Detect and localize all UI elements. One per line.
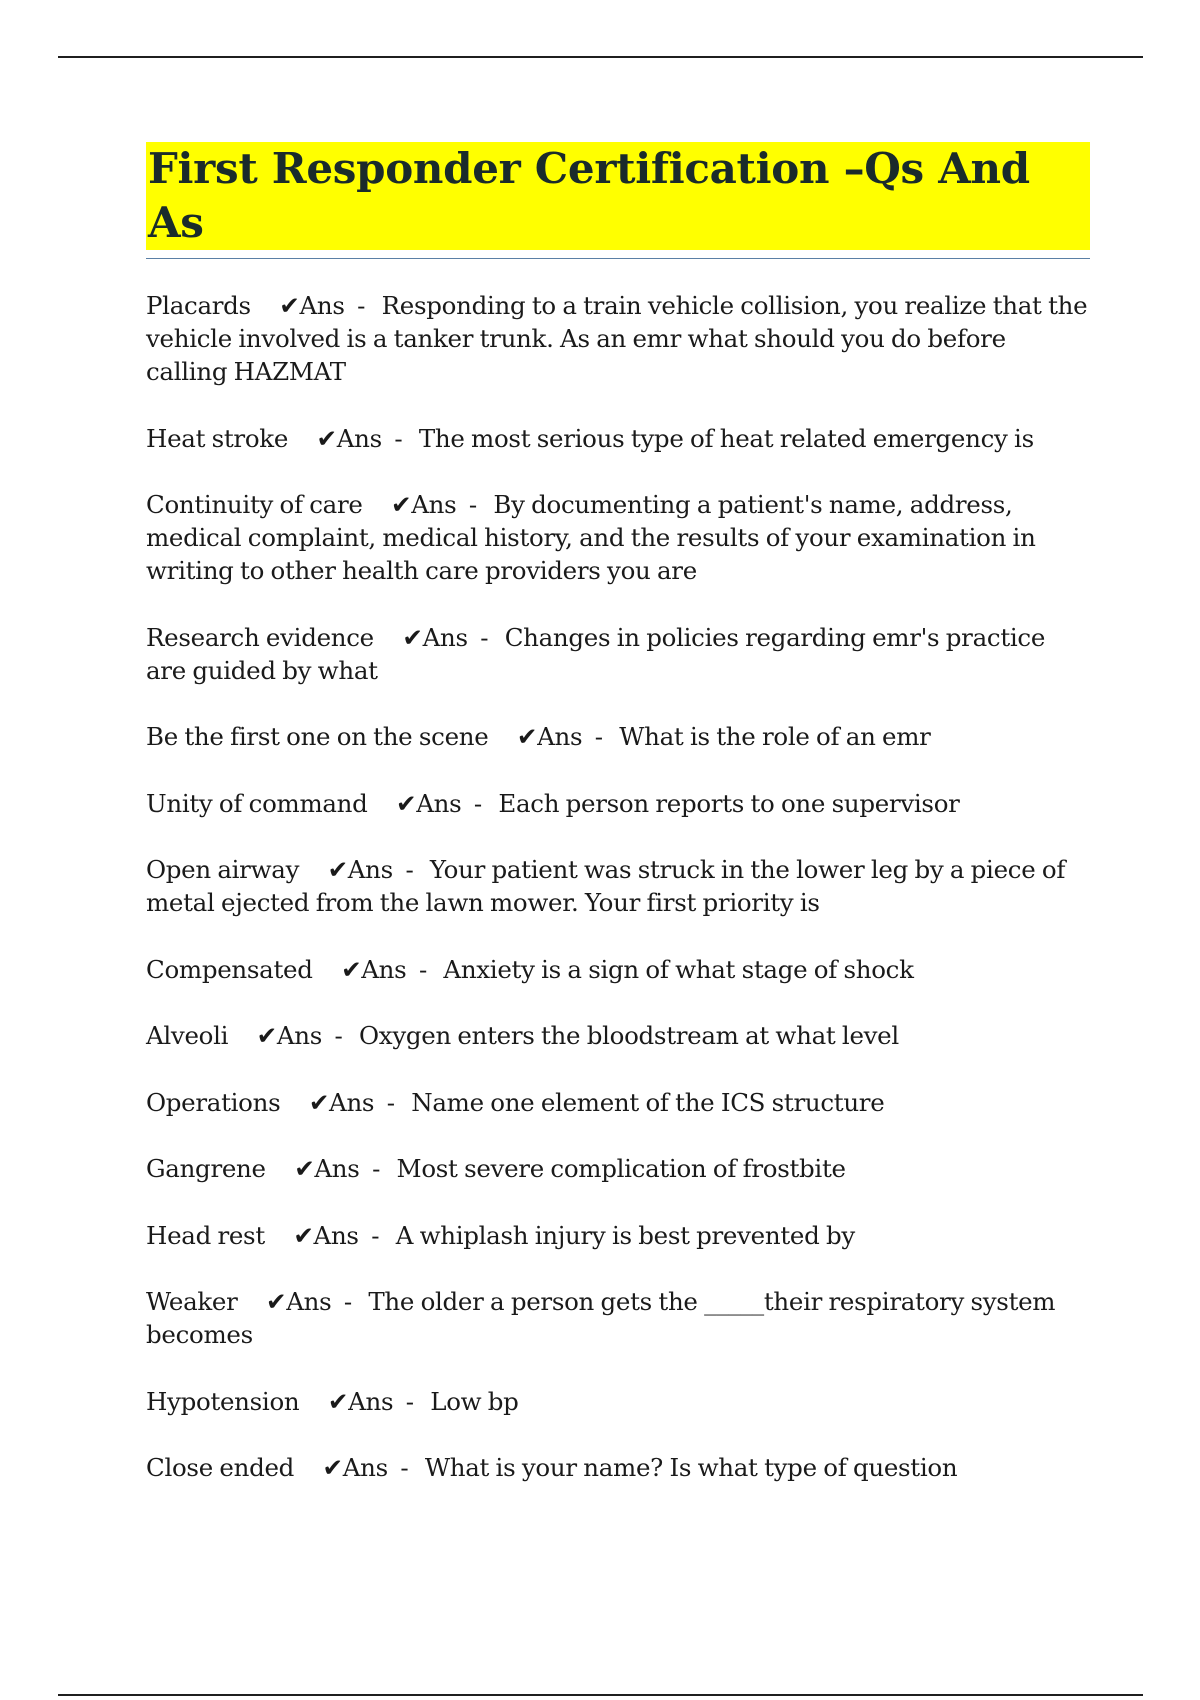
qa-item (146, 621, 1090, 687)
qa-item (146, 1385, 1090, 1418)
title-block (146, 142, 1090, 259)
ans-check-icon: ✔Ans (341, 954, 407, 984)
separator: - (405, 1386, 414, 1416)
ans-check-icon: ✔Ans (256, 1021, 323, 1050)
qa-item (146, 422, 1090, 455)
header-rule (58, 56, 1143, 58)
question-text: Anxiety is a sign of what stage of shock (443, 954, 914, 984)
ans-check-icon: ✔Ans (516, 722, 583, 751)
answer-term: Operations (146, 1087, 281, 1117)
answer-term: Heat stroke (146, 423, 289, 453)
separator: - (400, 1453, 409, 1482)
question-text: Oxygen enters the bloodstream at what level (359, 1021, 899, 1050)
qa-item (146, 720, 1090, 753)
ans-check-icon: ✔Ans (327, 855, 393, 884)
answer-term: Be the first one on the scene (146, 722, 489, 751)
qa-item (146, 953, 1090, 986)
qa-item (146, 1285, 1090, 1351)
ans-check-icon: ✔Ans (308, 1087, 375, 1117)
separator: - (480, 622, 489, 652)
question-text: The most serious type of heat related emergency is (418, 423, 1034, 453)
ans-check-icon: ✔Ans (402, 622, 468, 652)
answer-term: Head rest (146, 1220, 265, 1250)
separator: - (334, 1021, 343, 1050)
answer-term: Open airway (146, 855, 300, 884)
question-text: What is your name? Is what type of question (424, 1453, 958, 1482)
question-text: What is the role of an emr (619, 722, 931, 751)
answer-term: Continuity of care (146, 490, 363, 519)
ans-check-icon: ✔Ans (293, 1220, 359, 1250)
ans-check-icon: ✔Ans (279, 291, 345, 320)
ans-check-icon: ✔Ans (266, 1287, 332, 1316)
qa-item (146, 289, 1090, 388)
qa-item (146, 853, 1090, 919)
qa-item (146, 488, 1090, 587)
qa-item (146, 1086, 1090, 1119)
answer-term: Hypotension (146, 1386, 300, 1416)
answer-term: Placards (146, 291, 251, 320)
ans-check-icon: ✔Ans (294, 1154, 360, 1183)
ans-check-icon: ✔Ans (322, 1453, 388, 1482)
qa-list (146, 289, 1090, 1484)
answer-term: Close ended (146, 1453, 295, 1482)
separator: - (394, 423, 403, 453)
qa-item (146, 1019, 1090, 1052)
question-text: The older a person gets the _____their respiratory system becomes (146, 1287, 1056, 1349)
ans-check-icon: ✔Ans (327, 1386, 394, 1416)
separator: - (372, 1154, 381, 1183)
separator: - (386, 1087, 395, 1117)
separator: - (473, 788, 482, 818)
qa-item (146, 1152, 1090, 1185)
answer-term: Gangrene (146, 1154, 266, 1183)
answer-term: Weaker (146, 1287, 238, 1316)
separator: - (594, 722, 603, 751)
answer-term: Compensated (146, 954, 313, 984)
qa-item (146, 1219, 1090, 1252)
ans-check-icon: ✔Ans (396, 788, 462, 818)
separator: - (357, 291, 366, 320)
answer-term: Unity of command (146, 788, 368, 818)
answer-term: Research evidence (146, 622, 374, 652)
ans-check-icon: ✔Ans (316, 423, 382, 453)
answer-term: Alveoli (146, 1021, 229, 1050)
separator: - (405, 855, 414, 884)
document-body (146, 142, 1090, 1518)
question-text: By documenting a patient's name, address, medical complaint, medical history, and the results of your examination in writing to other health care providers you are (146, 490, 1036, 585)
question-text: Changes in policies regarding emr's practice are guided by what (146, 622, 1046, 685)
question-text: Low bp (430, 1386, 519, 1416)
question-text: Each person reports to one supervisor (498, 788, 960, 818)
question-text: Most severe complication of frostbite (396, 1154, 846, 1183)
qa-item (146, 1451, 1090, 1484)
ans-check-icon: ✔Ans (391, 490, 457, 519)
question-text: A whiplash injury is best prevented by (395, 1220, 855, 1250)
qa-item (146, 787, 1090, 820)
question-text: Responding to a train vehicle collision, you realize that the vehicle involved is a tanker trunk. As an emr what should you do before calling HAZMAT (146, 291, 1088, 386)
footer-rule (58, 1694, 1143, 1696)
separator: - (418, 954, 427, 984)
separator: - (343, 1287, 352, 1316)
document-title: First Responder Certification –Qs And As (146, 142, 1090, 250)
question-text: Name one element of the ICS structure (411, 1087, 885, 1117)
question-text: Your patient was struck in the lower leg by a piece of metal ejected from the lawn mower. Your first priority is (146, 855, 1066, 917)
separator: - (371, 1220, 380, 1250)
separator: - (468, 490, 477, 519)
